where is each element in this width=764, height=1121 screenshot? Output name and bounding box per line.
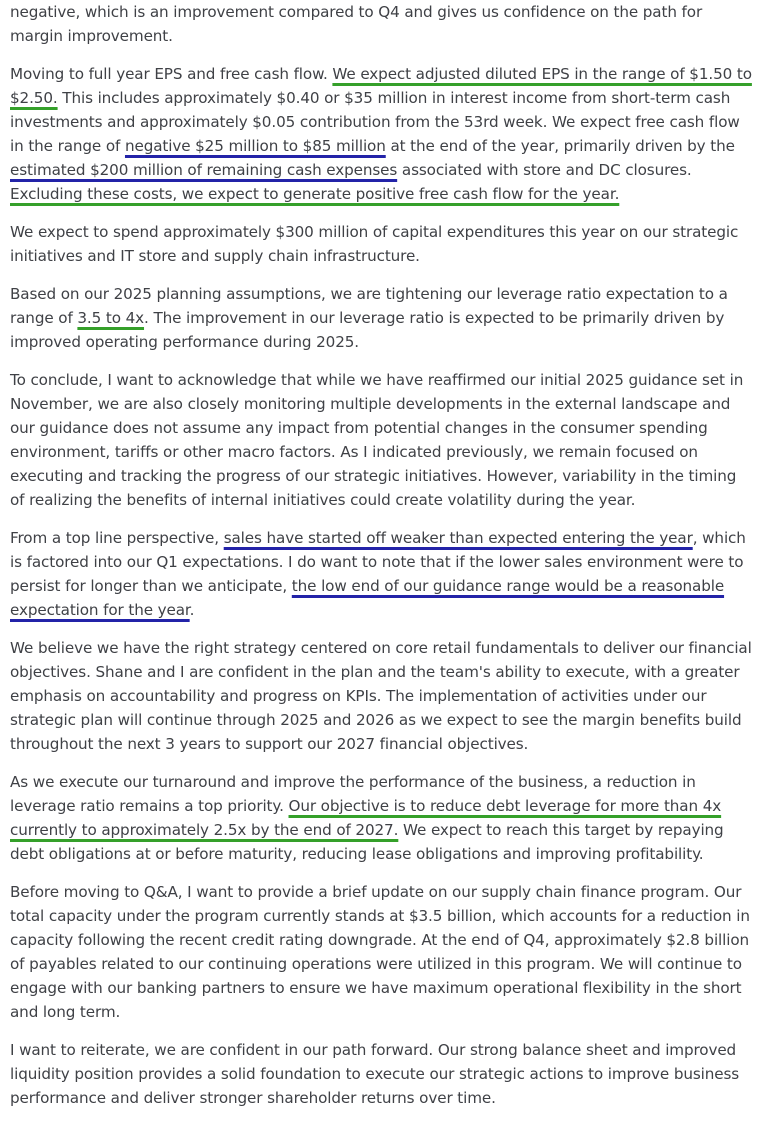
text-segment: As we execute our turnaround and improve the performance of the business, a reduction in leverage ratio remains a top priority.	[10, 773, 696, 815]
blue-highlight: negative $25 million to $85 million	[124, 137, 386, 155]
paragraph	[10, 636, 754, 756]
blue-highlight: the low end of our guidance range would be a reasonable expectation for the year	[10, 577, 725, 619]
paragraph	[10, 770, 754, 866]
text-segment: This includes approximately $0.40 or $35 million in interest income from short-term cash investments and approximately $0.05 contribution from the 53rd week. We expect free cash flow in the range of	[10, 89, 740, 155]
green-highlight: 3.5 to 4x	[77, 309, 145, 327]
blue-highlight: estimated $200 million of remaining cash expenses	[10, 161, 398, 179]
text-segment: We believe we have the right strategy centered on core retail fundamentals to deliver our financial objectives. Shane and I are confident in the plan and the team's ability to execute, with a greater emphasis on accountability and progress on KPIs. The implementation of activities under our strategic plan will continue through 2025 and 2026 as we expect to see the margin benefits build throughout the next 3 years to support our 2027 financial objectives.	[10, 639, 752, 753]
paragraph	[10, 0, 754, 48]
green-highlight: Excluding these costs, we expect to generate positive free cash flow for the year.	[10, 185, 620, 203]
text-segment: We expect to reach this target by repaying debt obligations at or before maturity, reducing lease obligations and improving profitability.	[10, 821, 724, 863]
text-segment: From a top line perspective,	[10, 529, 224, 547]
text-segment: .	[189, 601, 195, 619]
text-segment: Before moving to Q&A, I want to provide a brief update on our supply chain finance program. Our total capacity under the program currently stands at $3.5 billion, which accounts for a reduction in capacity following the recent credit rating downgrade. At the end of Q4, approximately $2.8 billion of payables related to our continuing operations were utilized in this program. We will continue to engage with our banking partners to ensure we have maximum operational flexibility in the short and long term.	[10, 883, 750, 1021]
green-highlight: Our objective is to reduce debt leverage for more than 4x currently to approximately 2.5x by the end of 2027.	[10, 797, 722, 839]
text-segment: Based on our 2025 planning assumptions, we are tightening our leverage ratio expectation to a range of	[10, 285, 728, 327]
paragraph	[10, 1038, 754, 1110]
paragraph	[10, 62, 754, 206]
paragraph	[10, 220, 754, 268]
text-segment: negative, which is an improvement compared to Q4 and gives us confidence on the path for margin improvement.	[10, 3, 703, 45]
paragraph	[10, 282, 754, 354]
text-segment: associated with store and DC closures.	[397, 161, 692, 179]
text-segment: I want to reiterate, we are confident in our path forward. Our strong balance sheet and improved liquidity position provides a solid foundation to execute our strategic actions to improve business performance and deliver stronger shareholder returns over time.	[10, 1041, 740, 1107]
paragraph	[10, 368, 754, 512]
green-highlight: We expect adjusted diluted EPS in the range of $1.50 to $2.50.	[10, 65, 752, 107]
text-segment: , which is factored into our Q1 expectations. I do want to note that if the lower sales environment were to persist for longer than we anticipate,	[10, 529, 746, 595]
blue-highlight: sales have started off weaker than expected entering the year	[223, 529, 693, 547]
text-segment: . The improvement in our leverage ratio is expected to be primarily driven by improved operating performance during 2025.	[10, 309, 725, 351]
paragraph	[10, 526, 754, 622]
paragraph	[10, 880, 754, 1024]
text-segment: at the end of the year, primarily driven by the	[385, 137, 735, 155]
text-segment: To conclude, I want to acknowledge that while we have reaffirmed our initial 2025 guidance set in November, we are also closely monitoring multiple developments in the external landscape and our guidance does not assume any impact from potential changes in the consumer spending environment, tariffs or other macro factors. As I indicated previously, we remain focused on executing and tracking the progress of our strategic initiatives. However, variability in the timing of realizing the benefits of internal initiatives could create volatility during the year.	[10, 371, 744, 509]
text-segment: Moving to full year EPS and free cash flow.	[10, 65, 333, 83]
text-segment: We expect to spend approximately $300 million of capital expenditures this year on our strategic initiatives and IT store and supply chain infrastructure.	[10, 223, 739, 265]
